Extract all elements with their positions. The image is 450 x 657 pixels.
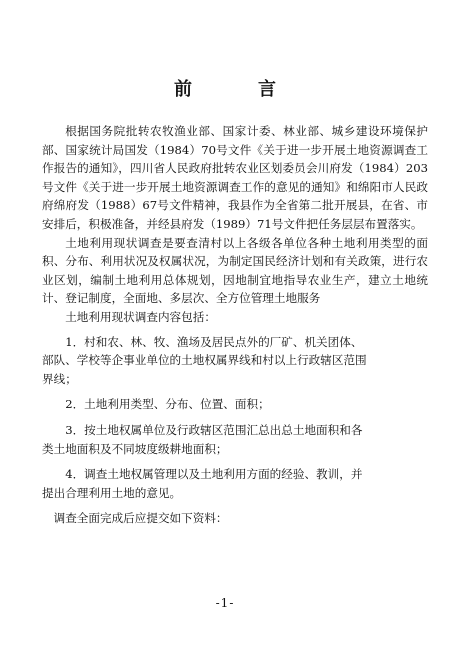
list-item-line: 2．土地利用类型、分布、位置、面积； — [65, 397, 270, 412]
list-item-line: 部队、学校等企事业单位的土地权属界线和村以上行政辖区范围 — [42, 353, 367, 368]
list-item-line: 1．村和农、林、牧、渔场及居民点外的厂矿、机关团体、 — [65, 334, 363, 349]
list-item-line: 3．按土地权属单位及行政辖区范围汇总出总土地面积和各 — [65, 422, 363, 437]
list-item-line: 4．调查土地权属管理以及土地利用方面的经验、教训，并 — [65, 467, 363, 482]
document-body — [42, 122, 428, 528]
paragraph-content-intro: 土地利用现状调查内容包括： — [65, 309, 216, 324]
list-item — [42, 333, 428, 389]
list-item — [42, 395, 428, 414]
list-item-line: 类土地面积及不同坡度级耕地面积； — [42, 441, 228, 456]
paragraph-basis: 根据国务院批转农牧渔业部、国家计委、林业部、城乡建设环境保护部、国家统计局国发（1984）70号文件《关于进一步开展土地资源调查工作报告的通知》，四川省人民政府批转农业区划委员会川府发（1984）203号文件《关于进一步开展土地资源调查工作的意见的通知》和绵阳市人民政府绵府发（1988）67号文件精神，我县作为全省第二批开展县，在省、市安排后，积极准备，并经县府发（1989）71号文件把任务层层布置落实。 — [42, 124, 428, 231]
list-item-line: 界线； — [42, 371, 77, 386]
list-item — [42, 465, 428, 502]
list-item-line: 提出合理利用土地的意见。 — [42, 485, 182, 500]
paragraph-purpose: 土地利用现状调查是要查清村以上各级各单位各种土地利用类型的面积、分布、利用状况及权属状况，为制定国民经济计划和有关政策，进行农业区划，编制土地利用总体规划，因地制宜地指导农业生产，建立土地统计、登记制度，全面地、多层次、全方位管理土地服务 — [42, 235, 428, 306]
paragraph-closing: 调查全面完成后应提交如下资料： — [53, 511, 228, 526]
page-number: -1- — [215, 596, 235, 610]
page-title: 前 言 — [174, 79, 300, 100]
list-item — [42, 421, 428, 458]
content-list — [42, 333, 428, 503]
